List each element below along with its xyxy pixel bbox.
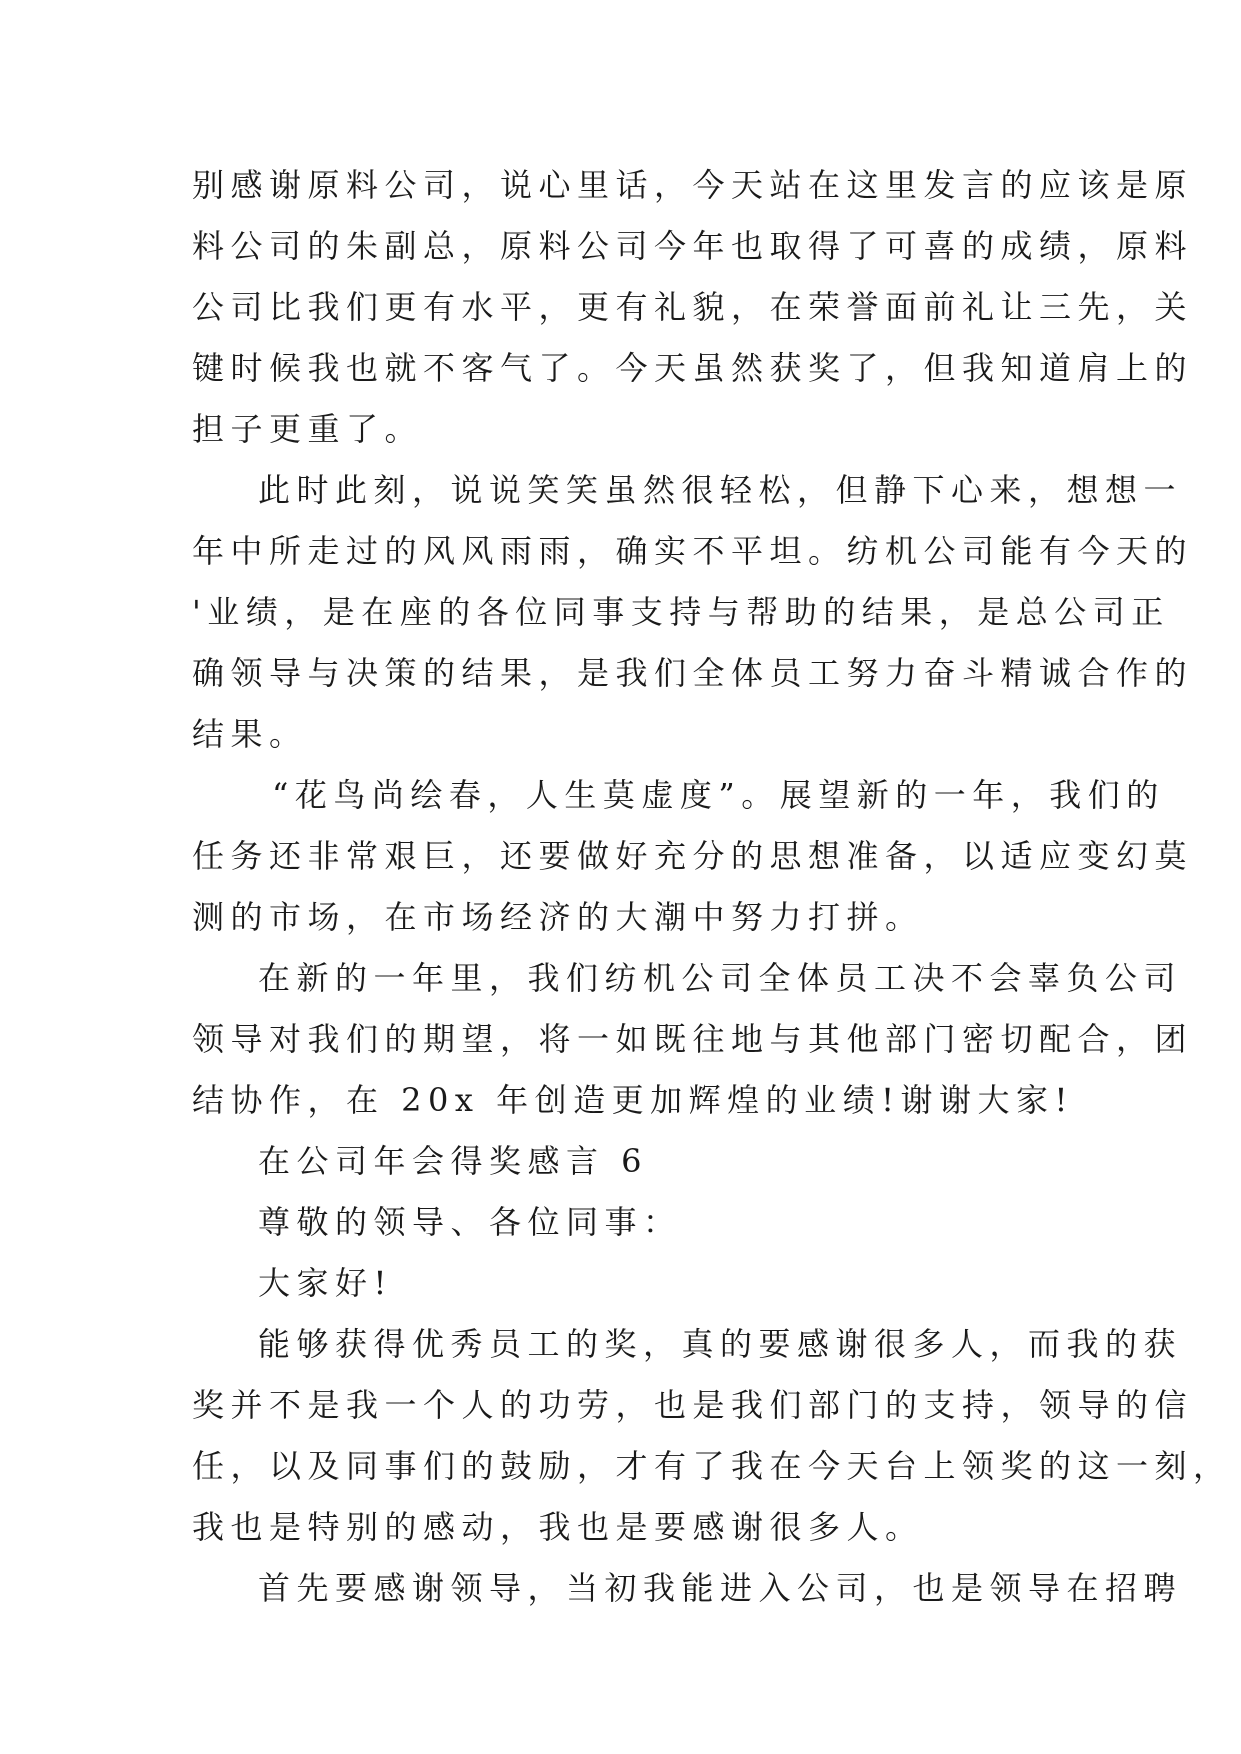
paragraph-line: 任务还非常艰巨，还要做好充分的思想准备，以适应变幻莫 — [192, 837, 1194, 875]
paragraph-line: 任，以及同事们的鼓励，才有了我在今天台上领奖的这一刻， — [192, 1447, 1232, 1485]
paragraph-line: 键时候我也就不客气了。今天虽然获奖了，但我知道肩上的 — [192, 349, 1194, 387]
paragraph-line: '业绩，是在座的各位同事支持与帮助的结果，是总公司正 — [192, 593, 1170, 631]
document-body — [192, 155, 1232, 1619]
paragraph-line: 别感谢原料公司，说心里话，今天站在这里发言的应该是原 — [192, 166, 1194, 204]
paragraph-line: 公司比我们更有水平，更有礼貌，在荣誉面前礼让三先，关 — [192, 288, 1194, 326]
paragraph-line: 领导对我们的期望，将一如既往地与其他部门密切配合，团 — [192, 1020, 1194, 1058]
paragraph-line: “花鸟尚绘春，人生莫虚度”。展望新的一年，我们的 — [272, 776, 1165, 814]
paragraph-line: 在新的一年里，我们纺机公司全体员工决不会辜负公司 — [258, 959, 1183, 997]
paragraph-line: 奖并不是我一个人的功劳，也是我们部门的支持，领导的信 — [192, 1386, 1194, 1424]
paragraph-line: 担子更重了。 — [192, 410, 424, 448]
paragraph-line: 确领导与决策的结果，是我们全体员工努力奋斗精诚合作的 — [192, 654, 1194, 692]
paragraph-line: 年中所走过的风风雨雨，确实不平坦。纺机公司能有今天的 — [192, 532, 1194, 570]
paragraph-line: 结果。 — [192, 715, 308, 753]
greeting: 大家好! — [258, 1264, 393, 1302]
paragraph-line: 结协作，在 20x 年创造更加辉煌的业绩!谢谢大家! — [192, 1081, 1074, 1119]
paragraph-line: 料公司的朱副总，原料公司今年也取得了可喜的成绩，原料 — [192, 227, 1194, 265]
paragraph-line: 测的市场，在市场经济的大潮中努力打拼。 — [192, 898, 924, 936]
paragraph-line: 此时此刻，说说笑笑虽然很轻松，但静下心来，想想一 — [258, 471, 1183, 509]
salutation: 尊敬的领导、各位同事： — [258, 1203, 682, 1241]
section-heading: 在公司年会得奖感言 6 — [258, 1142, 649, 1180]
paragraph-line: 能够获得优秀员工的奖，真的要感谢很多人，而我的获 — [258, 1325, 1183, 1363]
paragraph-line: 首先要感谢领导，当初我能进入公司，也是领导在招聘 — [258, 1569, 1183, 1607]
paragraph-line: 我也是特别的感动，我也是要感谢很多人。 — [192, 1508, 924, 1546]
